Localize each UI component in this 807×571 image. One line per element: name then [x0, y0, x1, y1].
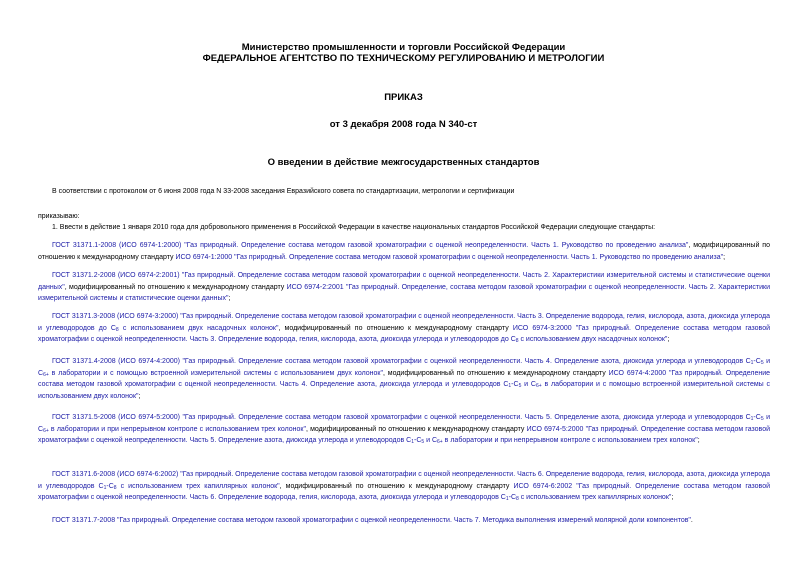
standard-entry: ГОСТ 31371.3-2008 (ИСО 6974-3:2000) "Газ природный. Определение состава методом газовой хроматографии с оценкой неопределенности. Часть 3. Определение водорода, гелия, кислорода, азота, диоксида углерода и углеводородов до $С_8$ с использованием двух насадочных колонок", модифицированный по отношению к международному стандарту ИСО 6974-3:2000 "Газ природный. Определение состава методом газовой хроматографии с оценкой неопределенности. Часть 3. Определение водорода, гелия, кислорода, азота, диоксида углерода и углеводородов до $С_8$ с использованием двух насадочных колонок";: [38, 313, 771, 344]
standard-link[interactable]: ГОСТ 31371.3-2008 (ИСО 6974-3:2000) "Газ природный. Определение состава методом газовой хроматографии с оценкой неопределенности. Часть 3. Определение водорода, гелия, кислорода, азота, диоксида углерода и углеводородов до $С_8$ с использованием двух насадочных колонок": [38, 313, 770, 333]
standard-entry: ГОСТ 31371.6-2008 (ИСО 6974-6:2002) "Газ природный. Определение состава методом газовой хроматографии с оценкой неопределенности. Часть 6. Определение водорода, гелия, кислорода, азота, диоксида углерода и углеводородов $С_1-С_8$ с использованием трех капиллярных колонок", модифицированный по отношению к международному стандарту ИСО 6974-6:2002 "Газ природный. Определение состава методом газовой хроматографии с оценкой неопределенности. Часть 6. Определение водорода, гелия, кислорода, азота, диоксида углерода и углеводородов $С_1-С_8$ с использованием трех капиллярных колонок";: [38, 471, 771, 502]
iso-link[interactable]: ИСО 6974-3:2000 "Газ природный. Определение состава методом газовой хроматографии с оценкой неопределенности. Часть 3. Определение водорода, гелия, кислорода, азота, диоксида углерода и углеводородов до $С_8$ с использованием двух насадочных колонок": [38, 324, 771, 344]
document-type: ПРИКАЗ: [384, 92, 423, 103]
standard-link[interactable]: ГОСТ 31371.2-2008 (ИСО 6974-2:2001) "Газ природный. Определение состава методом газовой хроматографии с оценкой неопределенности. Часть 2. Характеристики измерительной системы и статистические оценки данных": [38, 272, 770, 291]
iso-link[interactable]: ИСО 6974-1:2000 "Газ природный. Определение состава методом газовой хроматографии с оценкой неопределенности. Часть 1. Руководство по проведению анализа": [175, 253, 724, 261]
item-1: 1. Ввести в действие 1 января 2010 года для добровольного применения в Российской Федерации в качестве национальных стандартов Российской Федерации следующие стандарты:: [52, 224, 656, 231]
iso-link[interactable]: ИСО 6974-5:2000 "Газ природный. Определение состава методом газовой хроматографии с оценкой неопределенности. Часть 5. Определение азота, диоксида углерода и углеводородов $С_1-С_5$ и $С_{6+}$ в лаборатории и при непрерывном контроле с использованием трех колонок": [38, 425, 770, 445]
standard-entry: ГОСТ 31371.7-2008 "Газ природный. Определение состава методом газовой хроматографии с оценкой неопределенности. Часть 7. Методика выполнения измерений молярной доли компонентов".: [52, 517, 693, 524]
agency-name: ФЕДЕРАЛЬНОЕ АГЕНТСТВО ПО ТЕХНИЧЕСКОМУ РЕГУЛИРОВАНИЮ И МЕТРОЛОГИИ: [202, 53, 605, 64]
standard-entry: ГОСТ 31371.2-2008 (ИСО 6974-2:2001) "Газ природный. Определение состава методом газовой хроматографии с оценкой неопределенности. Часть 2. Характеристики измерительной системы и статистические оценки данных", модифицированный по отношению к международному стандарту ИСО 6974-2:2001 "Газ природный. Определение, состава методом газовой хроматографии с оценкой неопределенности. Часть 2. Характеристики измерительной системы и статистические оценки данных";: [38, 272, 771, 302]
standard-entry: ГОСТ 31371.1-2008 (ИСО 6974-1:2000) "Газ природный. Определение состава методом газовой хроматографии с оценкой неопределенности. Часть 1. Руководство по проведению анализа", модифицированный по отношению к международному стандарту ИСО 6974-1:2000 "Газ природный. Определение состава методом газовой хроматографии с оценкой неопределенности. Часть 1. Руководство по проведению анализа";: [38, 242, 770, 261]
iso-link[interactable]: ИСО 6974-6:2002 "Газ природный. Определение состава методом газовой хроматографии с оценкой неопределенности. Часть 6. Определение водорода, гелия, кислорода, азота, диоксида углерода и углеводородов $С_1-С_8$ с использованием трех капиллярных колонок": [38, 482, 771, 502]
preamble: В соответствии с протоколом от 6 июня 2008 года N 33-2008 заседания Евразийского совета по стандартизации, метрологии и сертификации: [52, 188, 515, 195]
standard-link[interactable]: ГОСТ 31371.6-2008 (ИСО 6974-6:2002) "Газ природный. Определение состава методом газовой хроматографии с оценкой неопределенности. Часть 6. Определение водорода, гелия, кислорода, азота, диоксида углерода и углеводородов $С_1-С_8$ с использованием трех капиллярных колонок": [38, 471, 770, 491]
order-date-number: от 3 декабря 2008 года N 340-ст: [329, 119, 478, 130]
order-subject: О введении в действие межгосударственных стандартов: [267, 157, 540, 168]
iso-link[interactable]: ИСО 6974-4:2000 "Газ природный. Определение состава методом газовой хроматографии с оценкой неопределенности. Часть 4. Определение азота, диоксида углерода и углеводородов $С_1-С_5$ и $С_{6+}$ в лаборатории и с помощью встроенной измерительной системы с использованием двух колонок": [38, 369, 771, 400]
standard-link[interactable]: ГОСТ 31371.7-2008 "Газ природный. Определение состава методом газовой хроматографии с оценкой неопределенности. Часть 7. Методика выполнения измерений молярной доли компонентов": [52, 517, 691, 524]
standard-link[interactable]: ГОСТ 31371.4-2008 (ИСО 6974-4:2000) "Газ природный. Определение состава методом газовой хроматографии с оценкой неопределенности. Часть 4. Определение азота, диоксида углерода и углеводородов $С_1-С_5$ и $С_{6+}$ в лаборатории и с помощью встроенной измерительной системы с использованием двух колонок": [38, 358, 770, 378]
iso-link[interactable]: ИСО 6974-2:2001 "Газ природный. Определение, состава методом газовой хроматографии с оценкой неопределенности. Часть 2. Характеристики измерительной системы и статистические оценки данных": [38, 283, 771, 302]
ministry-name: Министерство промышленности и торговли Российской Федерации: [241, 42, 566, 53]
standard-entry: ГОСТ 31371.4-2008 (ИСО 6974-4:2000) "Газ природный. Определение состава методом газовой хроматографии с оценкой неопределенности. Часть 4. Определение азота, диоксида углерода и углеводородов $С_1-С_5$ и $С_{6+}$ в лаборатории и с помощью встроенной измерительной системы с использованием двух колонок", модифицированный по отношению к международному стандарту ИСО 6974-4:2000 "Газ природный. Определение состава методом газовой хроматографии с оценкой неопределенности. Часть 4. Определение азота, диоксида углерода и углеводородов $С_1-С_5$ и $С_{6+}$ в лаборатории и с помощью встроенной измерительной системы с использованием двух колонок";: [38, 358, 771, 400]
standard-entry: ГОСТ 31371.5-2008 (ИСО 6974-5:2000) "Газ природный. Определение состава методом газовой хроматографии с оценкой неопределенности. Часть 5. Определение азота, диоксида углерода и углеводородов $С_1-С_5$ и $С_{6+}$ в лаборатории и при непрерывном контроле с использованием трех колонок", модифицированный по отношению к международному стандарту ИСО 6974-5:2000 "Газ природный. Определение состава методом газовой хроматографии с оценкой неопределенности. Часть 5. Определение азота, диоксида углерода и углеводородов $С_1-С_5$ и $С_{6+}$ в лаборатории и при непрерывном контроле с использованием трех колонок";: [38, 414, 770, 445]
standard-link[interactable]: ГОСТ 31371.1-2008 (ИСО 6974-1:2000) "Газ природный. Определение состава методом газовой хроматографии с оценкой неопределенности. Часть 1. Руководство по проведению анализа": [52, 242, 689, 249]
standard-link[interactable]: ГОСТ 31371.5-2008 (ИСО 6974-5:2000) "Газ природный. Определение состава методом газовой хроматографии с оценкой неопределенности. Часть 5. Определение азота, диоксида углерода и углеводородов $С_1-С_5$ и $С_{6+}$ в лаборатории и при непрерывном контроле с использованием трех колонок": [38, 414, 770, 434]
order-word: приказываю:: [38, 213, 80, 220]
